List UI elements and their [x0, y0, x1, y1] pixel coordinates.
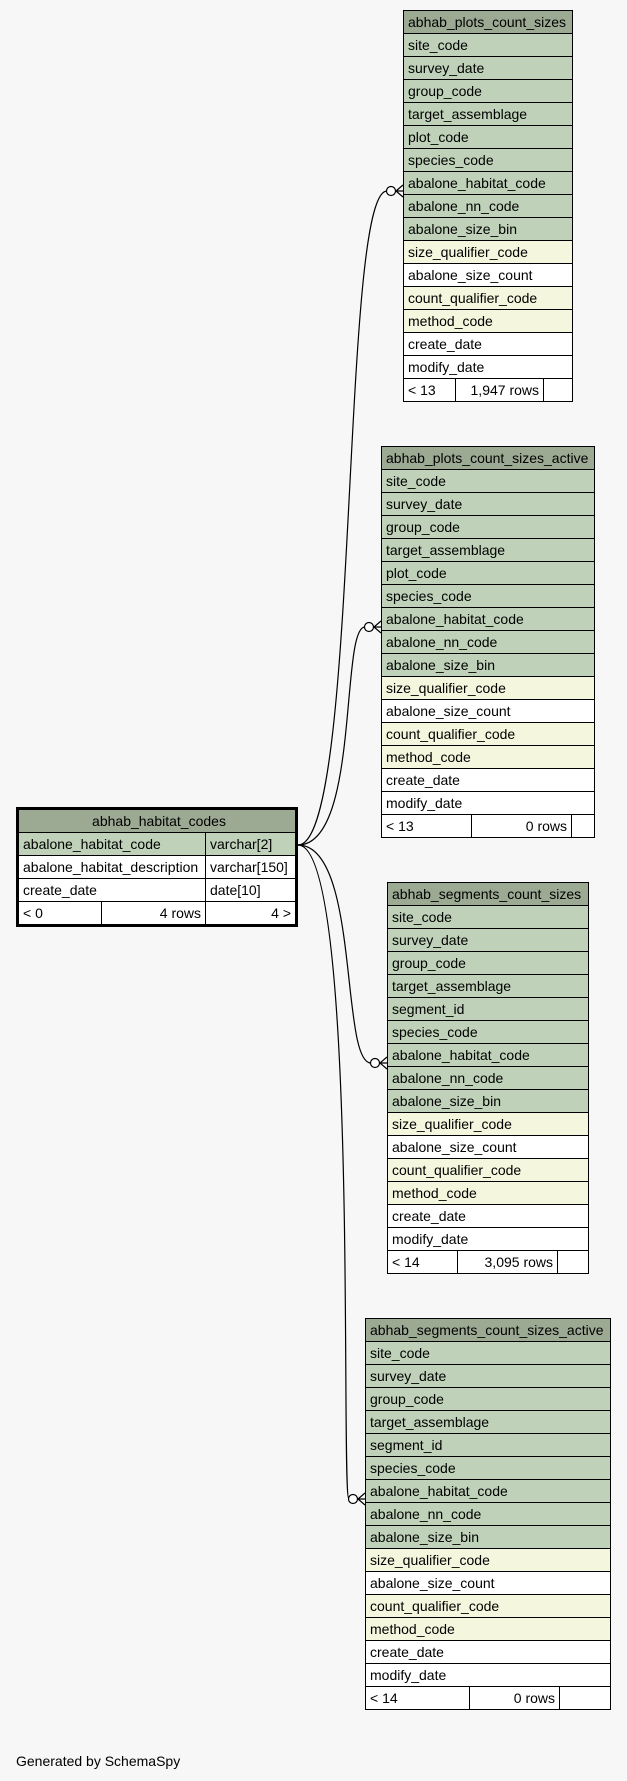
column-name: abalone_size_count — [382, 700, 595, 723]
optional-marker — [365, 623, 374, 632]
table-header[interactable]: abhab_plots_count_sizes_active — [382, 447, 595, 470]
column-name: count_qualifier_code — [388, 1159, 589, 1182]
table-abhab-segments-count-sizes-active[interactable] — [365, 1318, 611, 1710]
table-row[interactable] — [388, 1021, 589, 1044]
column-name: abalone_size_bin — [388, 1090, 589, 1113]
column-name: method_code — [404, 310, 573, 333]
parents-count[interactable]: < 0 — [18, 902, 102, 926]
table-row[interactable] — [388, 929, 589, 952]
table-row[interactable] — [382, 539, 595, 562]
parents-count[interactable]: < 13 — [382, 815, 472, 838]
table-header[interactable]: abhab_segments_count_sizes — [388, 883, 589, 906]
column-name: survey_date — [366, 1365, 611, 1388]
column-type: varchar[2] — [206, 833, 297, 856]
table-row[interactable] — [366, 1664, 611, 1687]
table-row[interactable] — [388, 1228, 589, 1251]
column-name: species_code — [388, 1021, 589, 1044]
column-name: abalone_habitat_code — [18, 833, 206, 856]
table-row[interactable] — [18, 879, 297, 902]
column-name: count_qualifier_code — [366, 1595, 611, 1618]
table-row[interactable] — [382, 700, 595, 723]
column-name: group_code — [388, 952, 589, 975]
table-abhab-segments-count-sizes[interactable] — [387, 882, 589, 1274]
column-name: count_qualifier_code — [404, 287, 573, 310]
column-name: group_code — [366, 1388, 611, 1411]
table-row[interactable] — [404, 264, 573, 287]
table-row[interactable] — [404, 287, 573, 310]
table-row[interactable] — [388, 952, 589, 975]
table-footer — [404, 379, 573, 402]
column-name: site_code — [366, 1342, 611, 1365]
table-row[interactable] — [382, 470, 595, 493]
column-name: target_assemblage — [388, 975, 589, 998]
table-row[interactable] — [382, 562, 595, 585]
column-name: size_qualifier_code — [382, 677, 595, 700]
table-abhab-plots-count-sizes-active[interactable] — [381, 446, 595, 838]
row-count: 1,947 rows — [456, 379, 544, 402]
parents-count[interactable]: < 14 — [366, 1687, 470, 1710]
column-name: segment_id — [388, 998, 589, 1021]
table-row[interactable] — [382, 608, 595, 631]
table-row[interactable] — [366, 1526, 611, 1549]
table-row[interactable] — [366, 1388, 611, 1411]
crows-foot-marker — [396, 185, 403, 197]
column-name: survey_date — [404, 57, 573, 80]
table-row[interactable] — [404, 80, 573, 103]
column-name: modify_date — [366, 1664, 611, 1687]
column-name: target_assemblage — [366, 1411, 611, 1434]
table-row[interactable] — [388, 1067, 589, 1090]
table-footer — [382, 815, 595, 838]
relationship-line — [298, 845, 349, 1499]
table-row[interactable] — [382, 746, 595, 769]
table-row[interactable] — [404, 34, 573, 57]
table-header[interactable]: abhab_habitat_codes — [18, 809, 297, 833]
column-name: abalone_nn_code — [404, 195, 573, 218]
table-row[interactable] — [388, 1113, 589, 1136]
table-footer — [388, 1251, 589, 1274]
crows-foot-marker — [358, 1493, 365, 1505]
table-row[interactable] — [404, 172, 573, 195]
column-name: modify_date — [382, 792, 595, 815]
table-footer — [18, 902, 297, 926]
column-name: abalone_size_bin — [366, 1526, 611, 1549]
column-name: method_code — [366, 1618, 611, 1641]
table-row[interactable] — [382, 516, 595, 539]
column-name: species_code — [382, 585, 595, 608]
table-row[interactable] — [366, 1480, 611, 1503]
column-name: abalone_habitat_description — [18, 856, 206, 879]
table-row[interactable] — [366, 1503, 611, 1526]
column-name: target_assemblage — [382, 539, 595, 562]
table-row[interactable] — [404, 126, 573, 149]
column-name: site_code — [388, 906, 589, 929]
table-row[interactable] — [382, 493, 595, 516]
children-count[interactable] — [544, 379, 573, 402]
column-name: species_code — [366, 1457, 611, 1480]
table-row[interactable] — [404, 149, 573, 172]
column-name: abalone_size_bin — [404, 218, 573, 241]
row-count: 4 rows — [101, 902, 205, 926]
table-row[interactable] — [366, 1434, 611, 1457]
column-name: abalone_size_count — [404, 264, 573, 287]
column-name: size_qualifier_code — [404, 241, 573, 264]
column-type: varchar[150] — [206, 856, 297, 879]
table-row[interactable] — [18, 833, 297, 856]
table-row[interactable] — [18, 856, 297, 879]
column-name: modify_date — [404, 356, 573, 379]
table-header[interactable]: abhab_plots_count_sizes — [404, 11, 573, 34]
table-row[interactable] — [382, 677, 595, 700]
column-name: plot_code — [382, 562, 595, 585]
table-row[interactable] — [366, 1342, 611, 1365]
parents-count[interactable]: < 13 — [404, 379, 456, 402]
table-row[interactable] — [404, 103, 573, 126]
optional-marker — [371, 1059, 380, 1068]
column-name: create_date — [404, 333, 573, 356]
column-name: create_date — [366, 1641, 611, 1664]
crows-foot-marker — [380, 1057, 387, 1069]
table-row[interactable] — [366, 1457, 611, 1480]
column-name: create_date — [382, 769, 595, 792]
column-name: size_qualifier_code — [388, 1113, 589, 1136]
table-row[interactable] — [404, 218, 573, 241]
table-row[interactable] — [366, 1549, 611, 1572]
column-name: abalone_size_count — [366, 1572, 611, 1595]
table-abhab-habitat-codes[interactable] — [16, 807, 298, 927]
relationship-line — [298, 845, 371, 1063]
table-row[interactable] — [404, 333, 573, 356]
column-name: method_code — [382, 746, 595, 769]
children-count[interactable] — [572, 815, 595, 838]
column-name: create_date — [388, 1205, 589, 1228]
children-count[interactable]: 4 > — [206, 902, 297, 926]
relationship-line — [298, 627, 365, 845]
column-name: group_code — [404, 80, 573, 103]
table-row[interactable] — [366, 1618, 611, 1641]
table-row[interactable] — [366, 1595, 611, 1618]
optional-marker — [387, 187, 396, 196]
table-row[interactable] — [366, 1641, 611, 1664]
row-count: 0 rows — [472, 815, 572, 838]
generated-by-label: Generated by SchemaSpy — [16, 1753, 181, 1769]
table-row[interactable] — [388, 1136, 589, 1159]
table-row[interactable] — [388, 906, 589, 929]
column-name: method_code — [388, 1182, 589, 1205]
table-row[interactable] — [382, 654, 595, 677]
column-name: count_qualifier_code — [382, 723, 595, 746]
column-name: abalone_habitat_code — [388, 1044, 589, 1067]
table-row[interactable] — [388, 1205, 589, 1228]
column-name: plot_code — [404, 126, 573, 149]
column-name: abalone_nn_code — [382, 631, 595, 654]
table-row[interactable] — [366, 1572, 611, 1595]
table-row[interactable] — [388, 1159, 589, 1182]
relationship-line — [298, 191, 387, 845]
table-row[interactable] — [382, 585, 595, 608]
column-name: abalone_size_count — [388, 1136, 589, 1159]
column-name: create_date — [18, 879, 206, 902]
column-name: survey_date — [388, 929, 589, 952]
column-name: size_qualifier_code — [366, 1549, 611, 1572]
row-count: 3,095 rows — [458, 1251, 558, 1274]
table-row[interactable] — [404, 57, 573, 80]
table-row[interactable] — [388, 975, 589, 998]
table-row[interactable] — [388, 1044, 589, 1067]
table-row[interactable] — [382, 769, 595, 792]
column-name: target_assemblage — [404, 103, 573, 126]
table-row[interactable] — [388, 1182, 589, 1205]
column-name: group_code — [382, 516, 595, 539]
table-row[interactable] — [382, 792, 595, 815]
table-row[interactable] — [366, 1411, 611, 1434]
table-row[interactable] — [382, 631, 595, 654]
parents-count[interactable]: < 14 — [388, 1251, 458, 1274]
table-abhab-plots-count-sizes[interactable] — [403, 10, 573, 402]
optional-marker — [349, 1495, 358, 1504]
table-row[interactable] — [404, 241, 573, 264]
table-row[interactable] — [388, 1090, 589, 1113]
table-row[interactable] — [388, 998, 589, 1021]
table-row[interactable] — [366, 1365, 611, 1388]
column-name: abalone_habitat_code — [404, 172, 573, 195]
column-name: abalone_habitat_code — [366, 1480, 611, 1503]
column-name: species_code — [404, 149, 573, 172]
column-name: abalone_nn_code — [366, 1503, 611, 1526]
column-name: abalone_habitat_code — [382, 608, 595, 631]
table-footer — [366, 1687, 611, 1710]
column-name: survey_date — [382, 493, 595, 516]
column-name: site_code — [382, 470, 595, 493]
column-name: modify_date — [388, 1228, 589, 1251]
table-row[interactable] — [382, 723, 595, 746]
table-row[interactable] — [404, 356, 573, 379]
column-name: abalone_nn_code — [388, 1067, 589, 1090]
column-type: date[10] — [206, 879, 297, 902]
crows-foot-marker — [374, 621, 381, 633]
children-count[interactable] — [560, 1687, 611, 1710]
column-name: site_code — [404, 34, 573, 57]
table-row[interactable] — [404, 195, 573, 218]
column-name: abalone_size_bin — [382, 654, 595, 677]
table-header[interactable]: abhab_segments_count_sizes_active — [366, 1319, 611, 1342]
row-count: 0 rows — [470, 1687, 560, 1710]
children-count[interactable] — [558, 1251, 589, 1274]
column-name: segment_id — [366, 1434, 611, 1457]
table-row[interactable] — [404, 310, 573, 333]
